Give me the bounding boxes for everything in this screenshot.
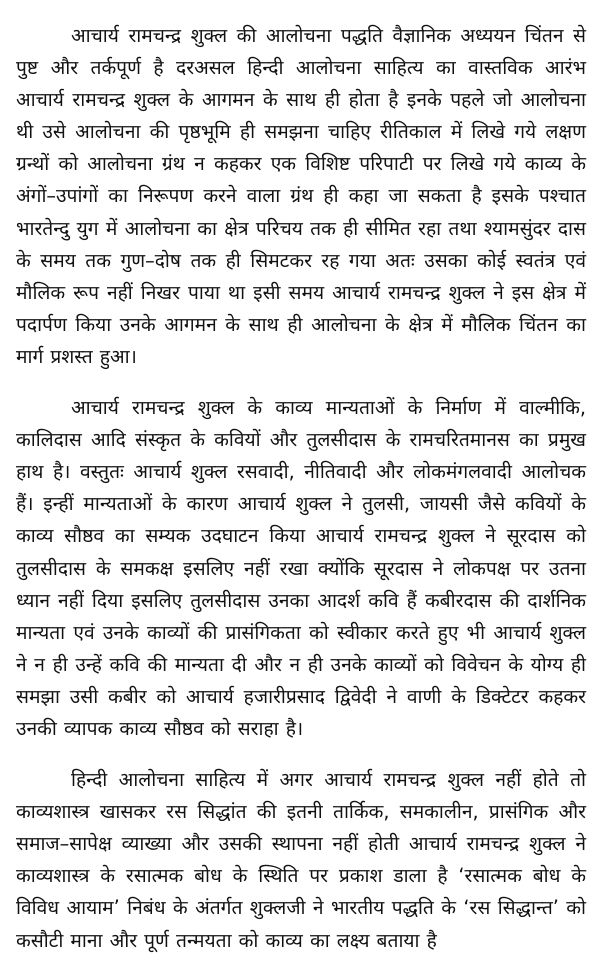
paragraph-1: आचार्य रामचन्द्र शुक्ल की आलोचना पद्धति वैज्ञानिक अध्ययन चिंतन से पुष्ट और तर्कपूर्ण है दरअसल हिन्दी आलोचना साहित्य का वास्तविक आरंभ आचार्य रामचन्द्र शुक्ल के आगमन के साथ ही होता है इनके पहले जो आलोचना थी उसे आलोचना की पृष्ठभूमि ही समझना चाहिए रीतिकाल में लिखे गये लक्षण ग्रन्थों को आलोचना ग्रंथ न कहकर एक विशिष्ट परिपाटी पर लिखे गये काव्य के अंगों–उपांगों का निरूपण करने वाला ग्रंथ ही कहा जा सकता है इसके पश्चात भारतेन्दु युग में आलोचना का क्षेत्र परिचय तक ही सीमित रहा तथा श्यामसुंदर दास के समय तक गुण–दोष तक ही सिमटकर रह गया अतः उसका कोई स्वतंत्र एवं मौलिक रूप नहीं निखर पाया था इसी समय आचार्य रामचन्द्र शुक्ल ने इस क्षेत्र में पदार्पण किया उनके आगमन के साथ ही आलोचना के क्षेत्र में मौलिक चिंतन का मार्ग प्रशस्त हुआ।: [16, 24, 586, 368]
paragraph-2: आचार्य रामचन्द्र शुक्ल के काव्य मान्यताओं के निर्माण में वाल्मीकि, कालिदास आदि संस्कृत के कवियों और तुलसीदास के रामचरितमानस का प्रमुख हाथ है। वस्तुतः आचार्य शुक्ल रसवादी, नीतिवादी और लोकमंगलवादी आलोचक हैं। इन्हीं मान्यताओं के कारण आचार्य शुक्ल ने तुलसी, जायसी जैसे कवियों के काव्य सौष्ठव का सम्यक उदघाटन किया आचार्य रामचन्द्र शुक्ल ने सूरदास को तुलसीदास के समकक्ष इसलिए नहीं रखा क्योंकि सूरदास ने लोकपक्ष पर उतना ध्यान नहीं दिया इसलिए तुलसीदास उनका आदर्श कवि हैं कबीरदास की दार्शनिक मान्यता एवं उनके काव्यों की प्रासंगिकता को स्वीकार करते हुए भी आचार्य शुक्ल ने न ही उन्हें कवि की मान्यता दी और न ही उनके काव्यों को विवेचन के योग्य ही समझा उसी कबीर को आचार्य हजारीप्रसाद द्विवेदी ने वाणी के डिक्टेटर कहकर उनकी व्यापक काव्य सौष्ठव को सराहा है।: [16, 396, 586, 740]
paragraph-3: हिन्दी आलोचना साहित्य में अगर आचार्य रामचन्द्र शुक्ल नहीं होते तो काव्यशास्त्र खासकर रस सिद्धांत की इतनी तार्किक, समकालीन, प्रासंगिक और समाज–सापेक्ष व्याख्या और उसकी स्थापना नहीं होती आचार्य रामचन्द्र शुक्ल ने काव्यशास्त्र के रसात्मक बोध के स्थिति पर प्रकाश डाला है ‘रसात्मक बोध के विविध आयाम’ निबंध के अंतर्गत शुक्लजी ने भारतीय पद्धति के ‘रस सिद्धान्त’ को कसौटी माना और पूर्ण तन्मयता को काव्य का लक्ष्य बताया है: [16, 768, 586, 952]
